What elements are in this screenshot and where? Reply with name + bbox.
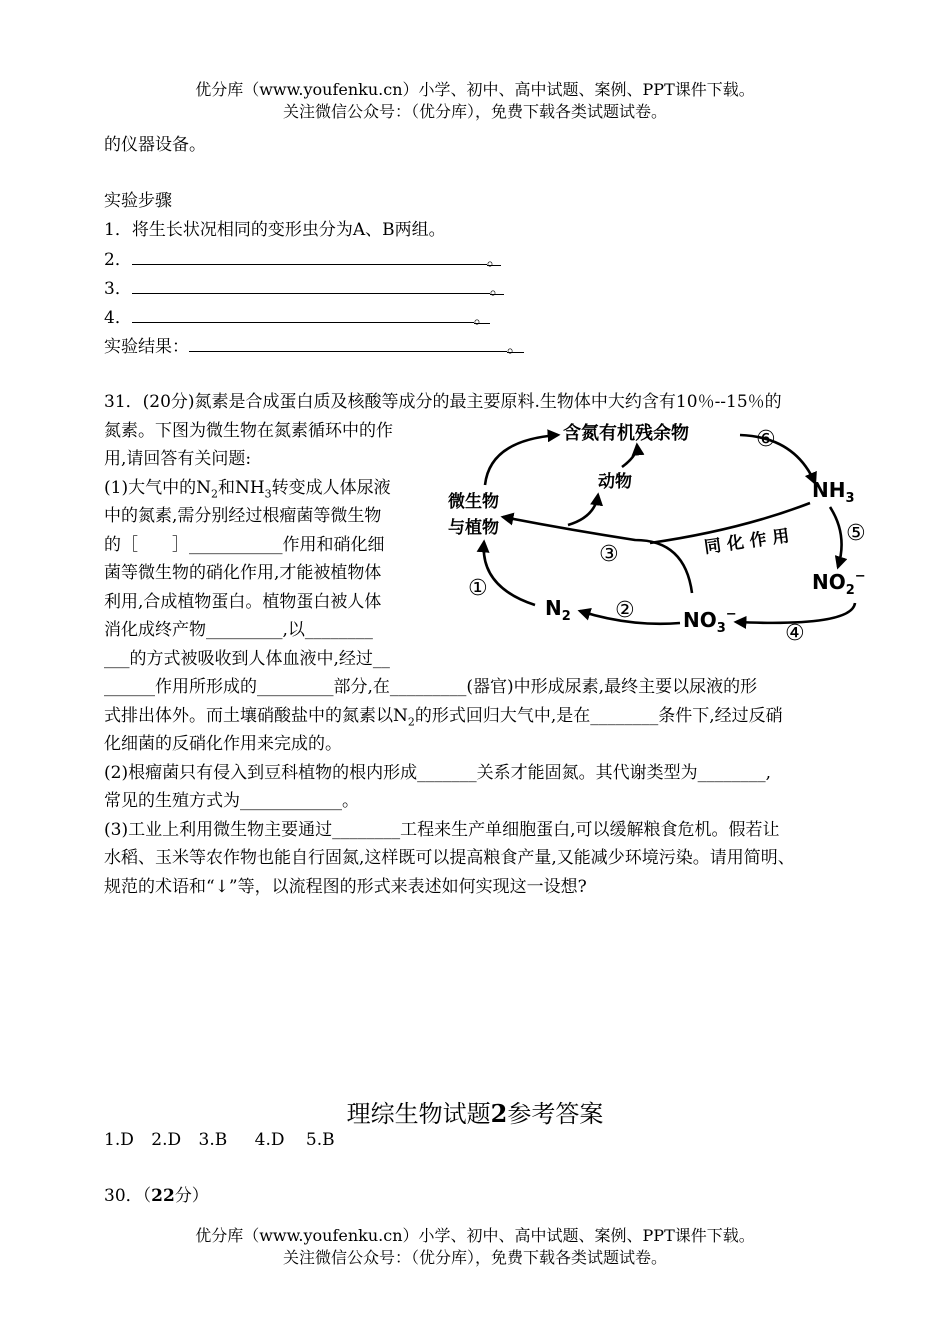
answers-title-c: 参考答案 xyxy=(507,1100,604,1128)
q31-line-18: 规范的术语和“↓”等，以流程图的形式来表述如何实现这一设想? xyxy=(104,877,587,897)
step-marker-5: ⑤ xyxy=(846,521,866,546)
q30-c: 分） xyxy=(174,1186,209,1206)
steps-title: 实验步骤 xyxy=(104,191,172,211)
step-marker-3: ③ xyxy=(599,542,619,567)
step-4-blank[interactable] xyxy=(132,304,474,323)
label-n2: $N_2$ xyxy=(545,596,571,624)
q31-line-11: ______作用所形成的_________部分,在_________(器官)中形成尿素,最终主要以尿液的形 xyxy=(104,677,758,697)
step-3-period: 。 xyxy=(490,276,504,295)
step-3-blank[interactable] xyxy=(132,275,490,294)
q31-l4-sub1: 2 xyxy=(210,487,218,501)
label-no3: $NO_3^-$ xyxy=(683,607,737,636)
step-2-number: 2． xyxy=(104,250,132,270)
label-assimilation: 同 化 作 用 xyxy=(702,526,791,558)
q31-line-3: 用,请回答有关问题: xyxy=(104,449,252,469)
label-nh3: $NH_3$ xyxy=(812,478,855,506)
arrow-nh3-to-no2 xyxy=(830,507,842,567)
continued-line: 的仪器设备。 xyxy=(104,135,206,155)
mc-answers xyxy=(104,1127,335,1153)
result-blank[interactable] xyxy=(189,333,507,352)
q30-answer-heading xyxy=(104,1183,209,1209)
q31-l4-c: 转变成人体尿液 xyxy=(271,478,391,498)
arrow-microbe-to-organic xyxy=(485,435,558,485)
mc-answer-3: 3.B xyxy=(198,1130,228,1150)
experiment-result xyxy=(104,333,524,360)
q31-line-6: 的［ ］___________作用和硝化细 xyxy=(104,535,385,555)
label-microbe: 微生物 xyxy=(448,492,499,512)
step-2-period: 。 xyxy=(487,247,501,266)
q31-line-10: ___的方式被吸收到人体血液中,经过__ xyxy=(104,649,390,669)
header-line-2: 关注微信公众号：（优分库），免费下载各类试题试卷。 xyxy=(282,102,667,121)
step-4 xyxy=(104,304,490,331)
q31-line-9: 消化成终产物_________,以________ xyxy=(104,620,373,640)
step-2-blank[interactable] xyxy=(132,246,487,265)
step-marker-6: ⑥ xyxy=(756,427,776,452)
step-marker-4: ④ xyxy=(785,621,805,646)
mc-answer-2: 2.D xyxy=(151,1130,182,1150)
footer-line-1: 优分库（www.youfenku.cn）小学、初中、高中试题、案例、PPT课件下载。 xyxy=(195,1226,755,1245)
q30-a: 30．（ xyxy=(104,1186,152,1206)
q31-line-5: 中的氮素,需分别经过根瘤菌等微生物 xyxy=(104,506,382,526)
step-3-number: 3． xyxy=(104,279,132,299)
label-plant: 与植物 xyxy=(448,518,499,538)
footer-line-2: 关注微信公众号：（优分库），免费下载各类试题试卷。 xyxy=(282,1248,667,1267)
answers-title-b: 2 xyxy=(490,1099,508,1128)
q30-b: 22 xyxy=(151,1186,175,1206)
q31-l12-b: 的形式回归大气中,是在________条件下,经过反硝 xyxy=(414,706,783,726)
label-organic-residue: 含氮有机残余物 xyxy=(563,423,689,444)
step-2 xyxy=(104,246,504,273)
nitrogen-cycle-diagram xyxy=(440,415,885,650)
step-marker-1: ① xyxy=(468,576,488,601)
q31-line-15: 常见的生殖方式为____________。 xyxy=(104,791,359,811)
label-animal: 动物 xyxy=(598,472,632,492)
answers-title-a: 理综生物试题 xyxy=(346,1100,491,1128)
q31-l12-sub: 2 xyxy=(407,715,415,729)
mc-answer-1: 1.D xyxy=(104,1130,134,1150)
answers-title xyxy=(0,1094,950,1129)
q31-l4-sub2: 3 xyxy=(264,487,272,501)
step-1: 1．将生长状况相同的变形虫分为A、B两组。 xyxy=(104,220,446,240)
q31-line-2: 氮素。下图为微生物在氮素循环中的作 xyxy=(104,421,393,441)
q31-line-16: (3)工业上利用微生物主要通过________工程来生产单细胞蛋白,可以缓解粮食危机。假若让 xyxy=(104,820,780,840)
mc-answer-4: 4.D xyxy=(254,1130,285,1150)
step-marker-2: ② xyxy=(615,598,635,623)
q31-l4-a: (1)大气中的N xyxy=(104,478,211,498)
q31-line-14: (2)根瘤菌只有侵入到豆科植物的根内形成_______关系才能固氮。其代谢类型为________, xyxy=(104,763,771,783)
q31-l4-b: 和NH xyxy=(217,478,265,498)
step-3 xyxy=(104,275,507,302)
label-no2: $NO_2^-$ xyxy=(812,569,866,598)
q31-line-17: 水稻、玉米等农作物也能自行固氮,这样既可以提高粮食产量,又能减少环境污染。请用简明、 xyxy=(104,848,795,868)
step-4-number: 4． xyxy=(104,308,132,328)
q31-line-1: 31．(20分)氮素是合成蛋白质及核酸等成分的最主要原料.生物体中大约含有10％--15％的 xyxy=(104,392,782,412)
result-period: 。 xyxy=(507,334,524,353)
result-label: 实验结果： xyxy=(104,337,189,357)
arrow-no3-to-microbe xyxy=(503,517,692,593)
arrow-animal-to-organic xyxy=(622,445,637,467)
q31-line-13: 化细菌的反硝化作用来完成的。 xyxy=(104,734,342,754)
q31-l12-a: 式排出体外。而土壤硝酸盐中的氮素以N xyxy=(104,706,408,726)
q31-line-8: 利用,合成植物蛋白。植物蛋白被人体 xyxy=(104,592,382,612)
arrow-no2-to-no3 xyxy=(736,603,855,623)
q31-line-7: 菌等微生物的硝化作用,才能被植物体 xyxy=(104,563,382,583)
mc-answer-5: 5.B xyxy=(305,1130,335,1150)
header-line-1: 优分库（www.youfenku.cn）小学、初中、高中试题、案例、PPT课件下载。 xyxy=(195,80,755,99)
arrow-microbe-to-animal xyxy=(568,495,598,525)
arrow-organic-to-nh3 xyxy=(740,435,815,483)
step-4-period: 。 xyxy=(474,305,490,324)
arrow-n2-to-microbe xyxy=(484,542,535,605)
